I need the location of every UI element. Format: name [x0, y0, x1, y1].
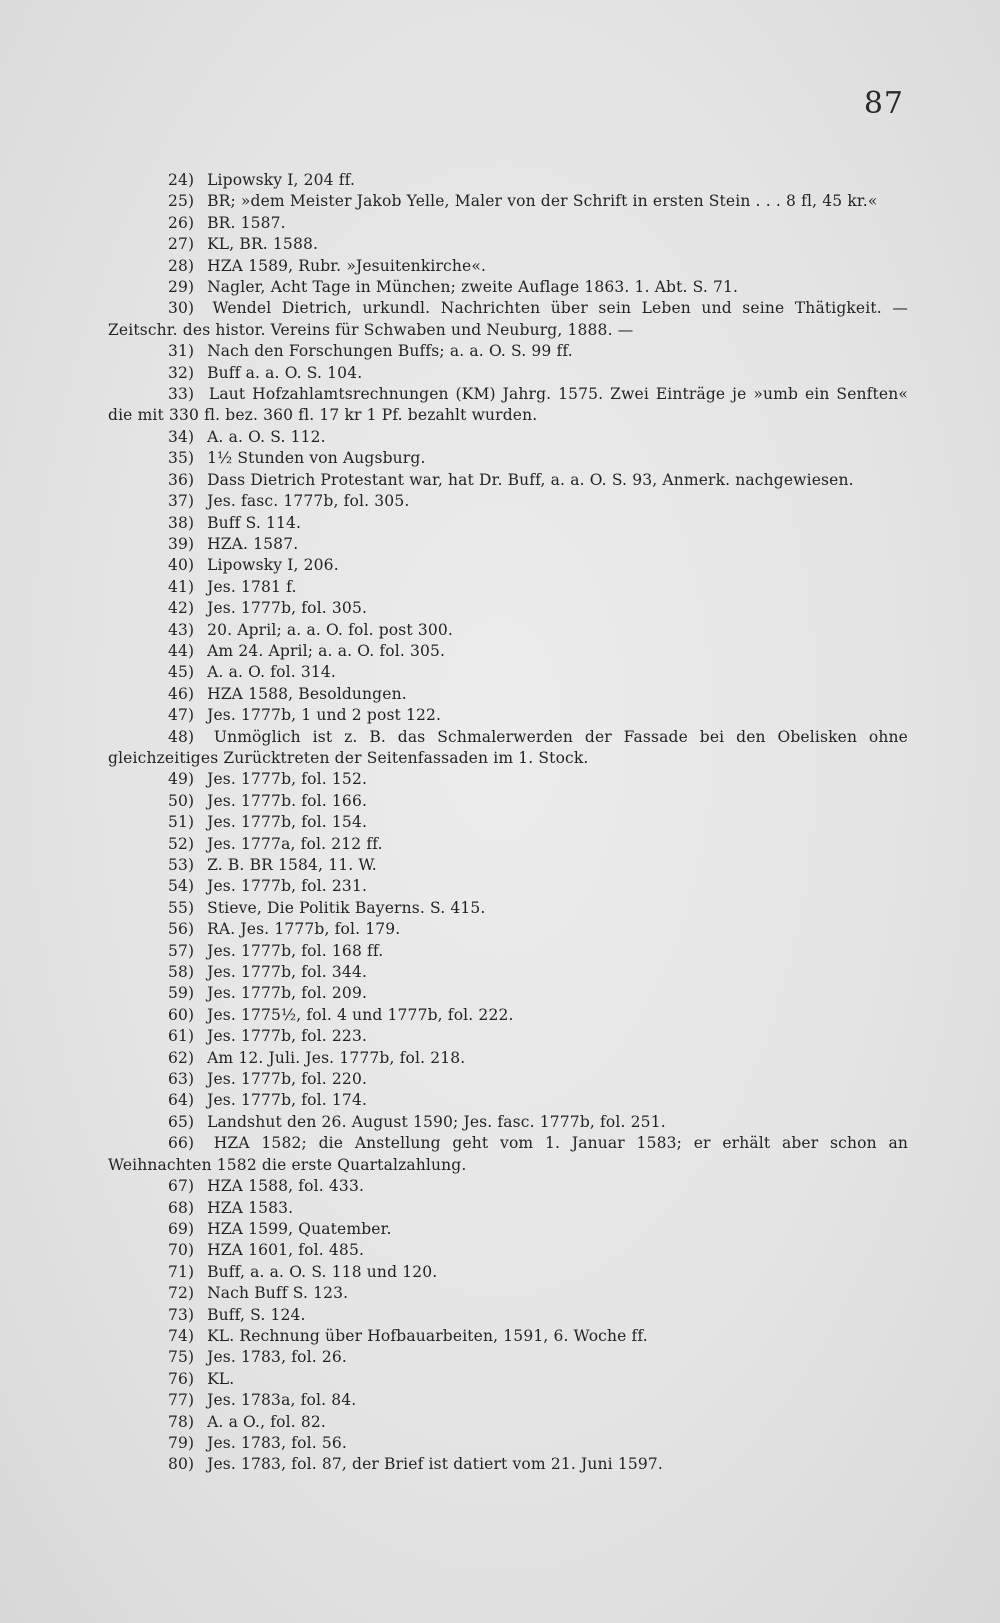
- footnote: [108, 427, 908, 448]
- footnote-text: Jes. 1783, fol. 56.: [207, 1433, 347, 1452]
- footnote: [108, 448, 908, 469]
- footnote-text: Jes. 1777b, fol. 220.: [207, 1070, 368, 1089]
- footnote: [108, 941, 908, 962]
- footnote: [108, 213, 908, 234]
- footnote: [108, 1026, 908, 1047]
- footnote-text: Jes. 1777b, fol. 223.: [207, 1027, 368, 1046]
- footnote-text: Jes. 1777b, fol. 152.: [207, 770, 368, 789]
- footnote-number: 51): [168, 813, 195, 832]
- footnote-text: Lipowsky I, 204 ff.: [207, 171, 356, 189]
- footnote: [108, 1112, 908, 1133]
- footnote-text: A. a O., fol. 82.: [207, 1412, 326, 1431]
- footnote-text: Dass Dietrich Protestant war, hat Dr. Buff, a. a. O. S. 93, Anmerk. nachgewiesen.: [207, 470, 854, 489]
- footnote-number: 53): [168, 856, 195, 874]
- footnote: [108, 1326, 908, 1347]
- footnote: [108, 1347, 908, 1368]
- footnote-number: 55): [168, 898, 195, 917]
- footnote: [108, 534, 908, 555]
- footnote-text: KL, BR. 1588.: [207, 235, 319, 254]
- footnote-text: HZA 1583.: [207, 1198, 294, 1217]
- footnote-text: Jes. 1777b, 1 und 2 post 122.: [207, 706, 442, 725]
- footnote: [108, 1283, 908, 1304]
- footnote-number: 74): [168, 1326, 195, 1345]
- footnote-number: 25): [168, 192, 195, 211]
- footnote-number: 70): [168, 1241, 195, 1260]
- footnote: [108, 363, 908, 384]
- footnote-text: Buff S. 114.: [207, 513, 302, 532]
- footnote-number: 79): [168, 1433, 195, 1452]
- footnote-number: 32): [168, 363, 195, 382]
- footnote: [108, 577, 908, 598]
- footnote-text: Jes. 1777b, fol. 174.: [207, 1091, 368, 1110]
- footnote-text: Buff, S. 124.: [207, 1305, 306, 1324]
- page-number: 87: [863, 86, 904, 121]
- footnote: [108, 919, 908, 940]
- footnote-text: Jes. 1775½, fol. 4 und 1777b, fol. 222.: [207, 1005, 514, 1024]
- footnote: [108, 298, 908, 341]
- footnote-number: 75): [168, 1348, 195, 1367]
- footnote: [108, 1412, 908, 1433]
- footnote-number: 80): [168, 1455, 195, 1474]
- footnote-number: 39): [168, 534, 195, 553]
- footnote-text: Laut Hofzahlamtsrechnungen (KM) Jahrg. 1575. Zwei Einträge je »umb ein Senften« die mit 330 fl. bez. 360 fl. 17 kr 1 Pf. bezahlt wurden.: [108, 385, 908, 425]
- footnote-text: Nach Buff S. 123.: [207, 1284, 349, 1303]
- footnote-number: 60): [168, 1005, 195, 1024]
- footnote-text: 1½ Stunden von Augsburg.: [207, 449, 426, 468]
- footnote-list: [108, 170, 908, 1476]
- footnote-text: Jes. 1777b, fol. 231.: [207, 877, 368, 896]
- footnote-text: RA. Jes. 1777b, fol. 179.: [207, 920, 401, 939]
- footnote: [108, 641, 908, 662]
- footnote-number: 36): [168, 470, 195, 489]
- footnote-number: 40): [168, 556, 195, 575]
- footnote-number: 73): [168, 1305, 195, 1324]
- footnote: [108, 277, 908, 298]
- footnote: [108, 234, 908, 255]
- footnote: [108, 170, 908, 191]
- footnote: [108, 769, 908, 790]
- footnote-text: Nach den Forschungen Buffs; a. a. O. S. 99 ff.: [207, 342, 573, 361]
- footnote-text: Nagler, Acht Tage in München; zweite Auflage 1863. 1. Abt. S. 71.: [207, 278, 739, 297]
- footnote-text: A. a. O. S. 112.: [207, 427, 326, 446]
- footnote-text: Jes. 1777b, fol. 344.: [207, 963, 368, 982]
- footnote-number: 78): [168, 1412, 195, 1431]
- footnote: [108, 1262, 908, 1283]
- footnote-number: 34): [168, 427, 195, 446]
- footnote: [108, 1005, 908, 1026]
- footnote-text: A. a. O. fol. 314.: [207, 663, 336, 682]
- footnote: [108, 1240, 908, 1261]
- footnote-number: 62): [168, 1048, 195, 1067]
- footnote-text: Wendel Dietrich, urkundl. Nachrichten über sein Leben und seine Thätigkeit. — Zeitschr. des histor. Vereins für Schwaben und Neuburg, 1888. —: [108, 299, 908, 339]
- footnote: [108, 555, 908, 576]
- footnote-text: Jes. 1783a, fol. 84.: [207, 1391, 357, 1410]
- footnote-text: 20. April; a. a. O. fol. post 300.: [207, 620, 453, 639]
- footnote: [108, 898, 908, 919]
- footnote-number: 24): [168, 171, 195, 189]
- footnote-number: 30): [168, 299, 195, 318]
- footnote-number: 66): [168, 1134, 195, 1153]
- footnote-number: 47): [168, 706, 195, 725]
- footnote-text: KL. Rechnung über Hofbauarbeiten, 1591, 6. Woche ff.: [207, 1326, 648, 1345]
- footnote-text: Lipowsky I, 206.: [207, 556, 339, 575]
- footnote-number: 48): [168, 727, 195, 746]
- footnote-text: Am 24. April; a. a. O. fol. 305.: [207, 641, 446, 660]
- footnote: [108, 256, 908, 277]
- footnote-number: 45): [168, 663, 195, 682]
- footnote-number: 69): [168, 1219, 195, 1238]
- footnote: [108, 1433, 908, 1454]
- footnote-text: Jes. 1777a, fol. 212 ff.: [207, 834, 383, 853]
- footnote-number: 26): [168, 213, 195, 232]
- footnote: [108, 812, 908, 833]
- footnote-text: HZA 1601, fol. 485.: [207, 1241, 365, 1260]
- footnote-text: Jes. fasc. 1777b, fol. 305.: [207, 492, 410, 511]
- footnote-text: Z. B. BR 1584, 11. W.: [207, 856, 377, 874]
- footnote: [108, 191, 908, 212]
- footnote-text: HZA 1599, Quatember.: [207, 1219, 392, 1238]
- footnote-number: 77): [168, 1391, 195, 1410]
- footnote: [108, 983, 908, 1004]
- footnote-number: 54): [168, 877, 195, 896]
- footnote-number: 35): [168, 449, 195, 468]
- footnote-text: HZA 1588, Besoldungen.: [207, 684, 407, 703]
- footnote-number: 44): [168, 641, 195, 660]
- footnote-number: 27): [168, 235, 195, 254]
- footnote-number: 64): [168, 1091, 195, 1110]
- footnote-number: 72): [168, 1284, 195, 1303]
- footnote: [108, 1069, 908, 1090]
- footnote-number: 68): [168, 1198, 195, 1217]
- footnote-text: HZA. 1587.: [207, 534, 299, 553]
- footnote-text: KL.: [207, 1369, 235, 1388]
- footnote-number: 33): [168, 385, 195, 404]
- footnote: [108, 384, 908, 427]
- footnote-number: 63): [168, 1070, 195, 1089]
- footnote-text: Jes. 1777b, fol. 305.: [207, 599, 368, 618]
- footnote-number: 76): [168, 1369, 195, 1388]
- footnote-number: 29): [168, 278, 195, 297]
- footnote: [108, 1219, 908, 1240]
- footnote-text: Jes. 1777b, fol. 168 ff.: [207, 941, 384, 960]
- footnote: [108, 1133, 908, 1176]
- footnote-number: 67): [168, 1177, 195, 1196]
- footnote: [108, 341, 908, 362]
- footnote-number: 46): [168, 684, 195, 703]
- footnote: [108, 491, 908, 512]
- footnote-text: Jes. 1783, fol. 87, der Brief ist datiert vom 21. Juni 1597.: [207, 1455, 663, 1474]
- footnote: [108, 834, 908, 855]
- footnote: [108, 962, 908, 983]
- footnote: [108, 705, 908, 726]
- footnote-number: 58): [168, 963, 195, 982]
- footnote-number: 56): [168, 920, 195, 939]
- footnote: [108, 1454, 908, 1475]
- footnote: [108, 1090, 908, 1111]
- footnote-text: Jes. 1781 f.: [207, 577, 297, 596]
- footnote-text: HZA 1582; die Anstellung geht vom 1. Januar 1583; er erhält aber schon an Weihnachten 1582 die erste Quartalzahlung.: [108, 1134, 908, 1174]
- footnote: [108, 876, 908, 897]
- footnote-number: 50): [168, 791, 195, 810]
- footnote-number: 31): [168, 342, 195, 361]
- footnote-number: 37): [168, 492, 195, 511]
- footnote: [108, 1369, 908, 1390]
- footnote: [108, 470, 908, 491]
- footnote-text: Stieve, Die Politik Bayerns. S. 415.: [207, 898, 486, 917]
- footnote: [108, 620, 908, 641]
- footnote-text: Buff, a. a. O. S. 118 und 120.: [207, 1262, 438, 1281]
- footnote-number: 57): [168, 941, 195, 960]
- footnote: [108, 855, 908, 876]
- footnote: [108, 727, 908, 770]
- footnote: [108, 1305, 908, 1326]
- footnote-text: BR. 1587.: [207, 213, 286, 232]
- footnote-number: 38): [168, 513, 195, 532]
- footnote-number: 52): [168, 834, 195, 853]
- footnote-text: Buff a. a. O. S. 104.: [207, 363, 363, 382]
- footnote-number: 61): [168, 1027, 195, 1046]
- footnote-text: Jes. 1783, fol. 26.: [207, 1348, 347, 1367]
- footnote-text: Landshut den 26. August 1590; Jes. fasc. 1777b, fol. 251.: [207, 1112, 666, 1131]
- footnote-number: 43): [168, 620, 195, 639]
- footnote-text: Jes. 1777b, fol. 209.: [207, 984, 368, 1003]
- footnote-text: Unmöglich ist z. B. das Schmalerwerden der Fassade bei den Obelisken ohne gleichzeitiges Zurücktreten der Seitenfassaden im 1. Stock.: [108, 727, 908, 767]
- footnote: [108, 1048, 908, 1069]
- footnote: [108, 513, 908, 534]
- footnote-text: HZA 1588, fol. 433.: [207, 1177, 365, 1196]
- footnote-text: Jes. 1777b, fol. 154.: [207, 813, 368, 832]
- footnote-text: Jes. 1777b. fol. 166.: [207, 791, 368, 810]
- footnote-number: 28): [168, 256, 195, 275]
- footnote: [108, 662, 908, 683]
- footnote-text: BR; »dem Meister Jakob Yelle, Maler von der Schrift in ersten Stein . . . 8 fl, 45 kr.«: [207, 192, 878, 211]
- footnote: [108, 684, 908, 705]
- footnote: [108, 791, 908, 812]
- footnote: [108, 1390, 908, 1411]
- footnote-number: 65): [168, 1112, 195, 1131]
- footnote: [108, 598, 908, 619]
- footnote-number: 59): [168, 984, 195, 1003]
- footnote-text: Am 12. Juli. Jes. 1777b, fol. 218.: [207, 1048, 466, 1067]
- footnote-number: 49): [168, 770, 195, 789]
- footnote: [108, 1198, 908, 1219]
- footnote-number: 42): [168, 599, 195, 618]
- footnote: [108, 1176, 908, 1197]
- footnote-number: 41): [168, 577, 195, 596]
- footnote-number: 71): [168, 1262, 195, 1281]
- footnote-text: HZA 1589, Rubr. »Jesuitenkirche«.: [207, 256, 487, 275]
